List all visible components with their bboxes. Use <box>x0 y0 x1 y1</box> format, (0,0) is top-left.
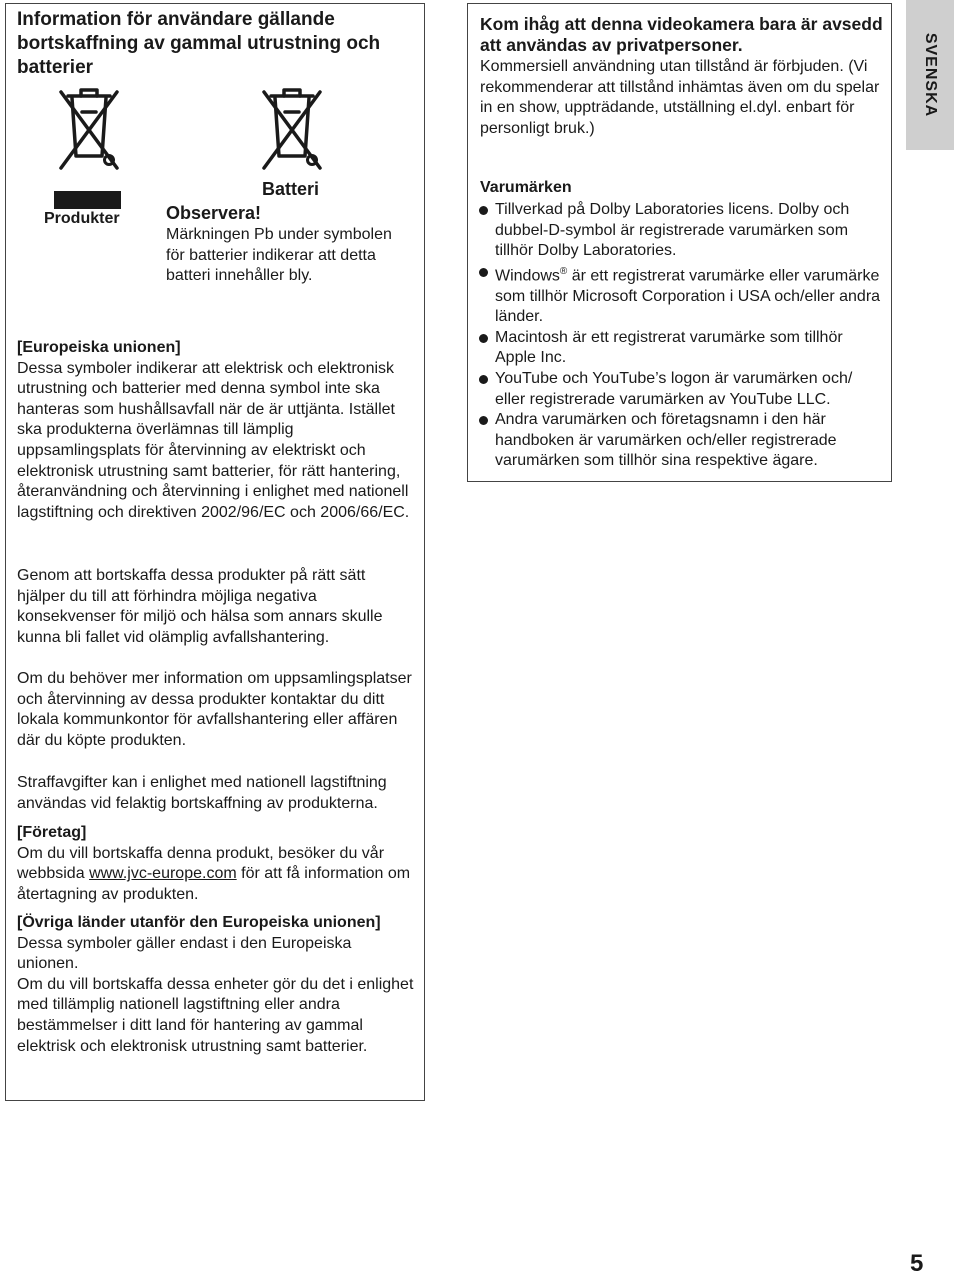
trademarks-heading: Varumärken <box>480 179 572 196</box>
more-info-paragraph: Om du behöver mer information om uppsamlingsplatser och återvinning av dessa produkter kontaktar du ditt lokala kommunkontor för avfallshantering eller affären där du köpte produkten. <box>17 670 412 749</box>
company-heading: [Företag] <box>17 824 87 841</box>
penalties-paragraph: Straffavgifter kan i enlighet med nationell lagstiftning användas vid felaktig bortskaffning av produkterna. <box>17 774 387 812</box>
bullet-icon <box>479 416 488 425</box>
list-item: Andra varumärken och företagsnamn i den här handboken är varumärken och/eller registrerade varumärken som tillhör sina respektive ägare. <box>478 410 886 472</box>
company-section <box>17 823 417 905</box>
other-countries-text-2: Om du vill bortskaffa dessa enheter gör du det i enlighet med tillämplig nationell lagstiftning eller andra bestämmelser i ditt land för hantering av gammal elektrisk och elektronisk utrustning samt batterier. <box>17 975 414 1055</box>
list-item: Macintosh är ett registrerat varumärke som tillhör Apple Inc. <box>478 328 886 369</box>
battery-label: Batteri <box>262 179 320 199</box>
bullet-icon <box>479 206 488 215</box>
bullet-icon <box>479 375 488 384</box>
list-item: Windows® är ett registrerat varumärke eller varumärke som tillhör Microsoft Corporation i USA och/eller andra länder. <box>478 262 886 328</box>
company-text-after: för att få information om återtagning av produkten. <box>17 865 411 903</box>
crossed-out-wheeled-bin-icon <box>45 76 129 176</box>
eu-section <box>17 338 417 523</box>
products-bar <box>54 191 121 209</box>
bullet-icon <box>479 268 488 277</box>
notice-text: Märkningen Pb under symbolen för batterier indikerar att detta batteri innehåller bly. <box>166 226 392 285</box>
products-label: Produkter <box>44 210 120 227</box>
trademarks-list <box>478 200 886 472</box>
proper-disposal-paragraph: Genom att bortskaffa dessa produkter på rätt sätt hjälper du till att förhindra möjliga negativa konsekvenser för miljö och hälsa som annars skulle kunna bli fallet vid olämplig avfallshantering. <box>17 567 383 646</box>
other-countries-heading: [Övriga länder utanför den Europeiska unionen] <box>17 914 381 931</box>
crossed-out-wheeled-bin-icon <box>248 76 332 176</box>
page-number: 5 <box>910 1250 924 1277</box>
eu-text: Dessa symboler indikerar att elektrisk och elektronisk utrustning och batterier med denna symbol inte ska hanteras som hushållsavfall när de är uttjänta. Istället ska produkterna överlämnas till lämplig uppsamlingsplats för återvinning av elektriskt och elektronisk utrustning samt batterier, för rätt hantering, återanvändning och återvinning i enlighet med nationell lagstiftning och direktiven 2002/96/EC och 2006/66/EC. <box>17 359 410 521</box>
bullet-icon <box>479 334 488 343</box>
language-tab <box>906 0 954 150</box>
language-tab-label: SVENSKA <box>922 32 939 118</box>
private-use-heading: Kom ihåg att denna videokamera bara är avsedd att användas av privatpersoner. <box>480 14 883 55</box>
company-website-link[interactable]: www.jvc-europe.com <box>89 865 237 883</box>
other-countries-text-1: Dessa symboler gäller endast i den Europeiska unionen. <box>17 934 352 973</box>
other-countries-section <box>17 913 417 1057</box>
private-use-text: Kommersiell användning utan tillstånd är förbjuden. (Vi rekommenderar att tillstånd inhämtas även om du spelar in en show, uppträdande, utställning el.dyl. enbart för personligt bruk.) <box>480 58 880 137</box>
notice-heading: Observera! <box>166 203 262 223</box>
list-item: Tillverkad på Dolby Laboratories licens. Dolby och dubbel-D-symbol är registrerade varumärken som tillhör Dolby Laboratories. <box>478 200 886 262</box>
list-item: YouTube och YouTube’s logon är varumärken och/ eller registrerade varumärken av YouTube LLC. <box>478 369 886 410</box>
eu-heading: [Europeiska unionen] <box>17 339 181 356</box>
company-text-before: Om du vill bortskaffa denna produkt, besöker du vår webbsida <box>17 844 385 883</box>
page-title: Information för användare gällande bortskaffning av gammal utrustning och batterier <box>17 9 381 78</box>
